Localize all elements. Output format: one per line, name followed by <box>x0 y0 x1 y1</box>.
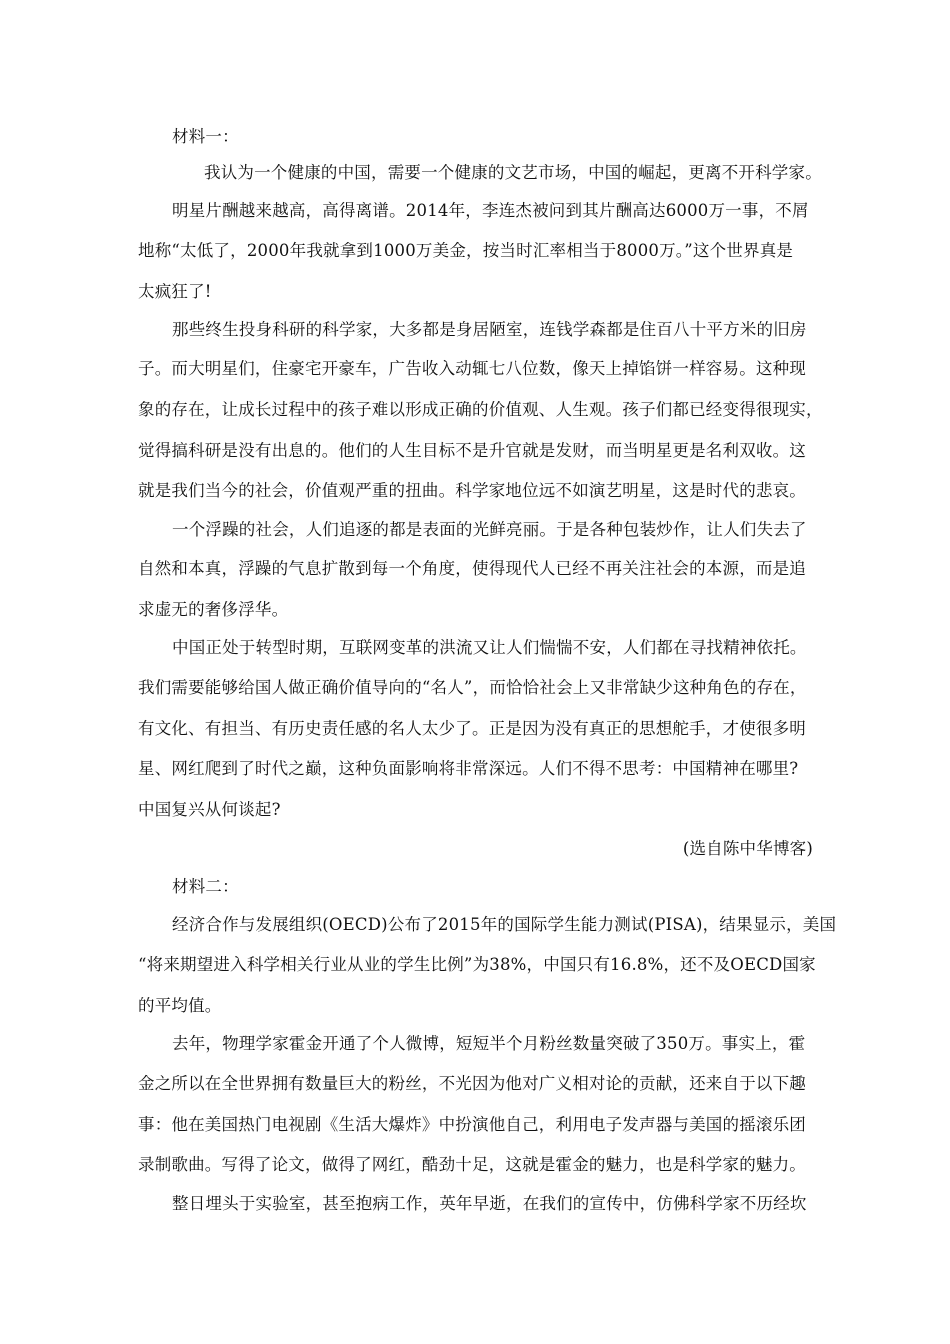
material1-line-17: 中国复兴从何谈起? <box>138 800 281 819</box>
material1-line-12: 求虚无的奢侈浮华。 <box>138 600 289 619</box>
material1-line-3: 地称“太低了，2000年我就拿到1000万美金，按当时汇率相当于8000万。”这个世界真是 <box>138 241 794 260</box>
material1-heading: 材料一： <box>172 127 239 146</box>
material2-line-3: 的平均值。 <box>138 996 222 1015</box>
material2-line-5: 金之所以在全世界拥有数量巨大的粉丝，不光因为他对广义相对论的贡献，还来自于以下趣 <box>138 1074 806 1093</box>
material1-source: (选自陈中华博客) <box>682 839 813 858</box>
material1-line-13: 中国正处于转型时期，互联网变革的洪流又让人们惴惴不安，人们都在寻找精神依托。 <box>172 638 807 657</box>
material1-line-14: 我们需要能够给国人做正确价值导向的“名人”，而恰恰社会上又非常缺少这种角色的存在， <box>138 678 807 697</box>
material1-line-11: 自然和本真，浮躁的气息扩散到每一个角度，使得现代人已经不再关注社会的本源，而是追 <box>138 559 806 578</box>
material2-line-8: 整日埋头于实验室，甚至抱病工作，英年早逝，在我们的宣传中，仿佛科学家不历经坎 <box>172 1194 807 1213</box>
material1-line-8: 觉得搞科研是没有出息的。他们的人生目标不是升官就是发财，而当明星更是名利双收。这 <box>138 441 806 460</box>
material1-line-10: 一个浮躁的社会，人们追逐的都是表面的光鲜亮丽。于是各种包装炒作，让人们失去了 <box>172 520 807 539</box>
material1-line-9: 就是我们当今的社会，价值观严重的扭曲。科学家地位远不如演艺明星，这是时代的悲哀。 <box>138 481 806 500</box>
material2-line-1: 经济合作与发展组织(OECD)公布了2015年的国际学生能力测试(PISA)，结果显示，美国 <box>172 915 837 934</box>
material1-line-7: 象的存在，让成长过程中的孩子难以形成正确的价值观、人生观。孩子们都已经变得很现实， <box>138 400 823 419</box>
material1-line-16: 星、网红爬到了时代之巅，这种负面影响将非常深远。人们不得不思考：中国精神在哪里? <box>138 759 799 778</box>
material1-line-4: 太疯狂了! <box>138 282 212 301</box>
material1-line-6: 子。而大明星们，住豪宅开豪车，广告收入动辄七八位数，像天上掉馅饼一样容易。这种现 <box>138 359 806 378</box>
material2-line-6: 事：他在美国热门电视剧《生活大爆炸》中扮演他自己，利用电子发声器与美国的摇滚乐团 <box>138 1115 806 1134</box>
material1-line-1: 我认为一个健康的中国，需要一个健康的文艺市场，中国的崛起，更离不开科学家。 <box>204 163 822 182</box>
material1-line-5: 那些终生投身科研的科学家，大多都是身居陋室，连钱学森都是住百八十平方米的旧房 <box>172 320 807 339</box>
material2-heading: 材料二： <box>172 877 239 896</box>
material2-line-4: 去年，物理学家霍金开通了个人微博，短短半个月粉丝数量突破了350万。事实上，霍 <box>172 1034 806 1053</box>
material2-line-7: 录制歌曲。写得了论文，做得了网红，酷劲十足，这就是霍金的魅力，也是科学家的魅力。 <box>138 1155 806 1174</box>
material1-line-15: 有文化、有担当、有历史责任感的名人太少了。正是因为没有真正的思想舵手，才使很多明 <box>138 719 806 738</box>
material2-line-2: “将来期望进入科学相关行业从业的学生比例”为38%，中国只有16.8%，还不及OECD国家 <box>138 955 816 974</box>
material1-line-2: 明星片酬越来越高，高得离谱。2014年，李连杰被问到其片酬高达6000万一事，不屑 <box>172 201 809 220</box>
